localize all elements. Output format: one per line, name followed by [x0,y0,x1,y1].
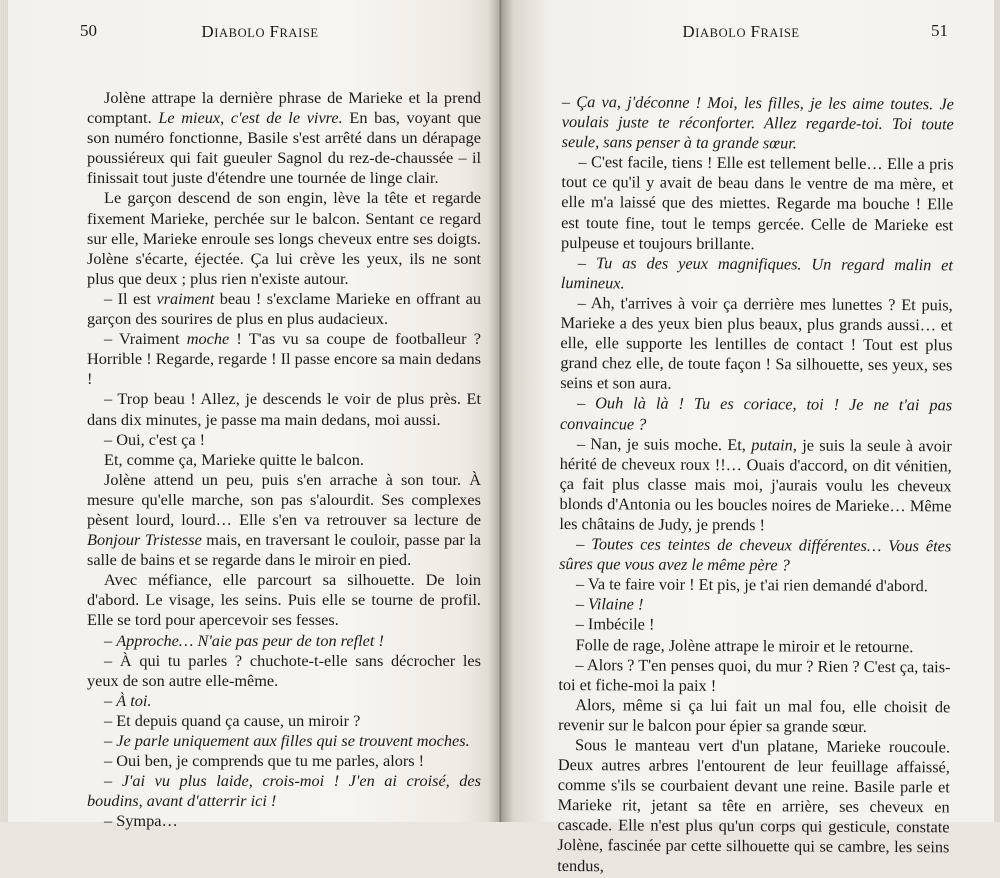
text-run: – Alors ? T'en penses quoi, du mur ? Rien ? C'est ça, tais-toi et fiche-moi la paix ! [558,654,951,695]
text-run: Le garçon descend de son engin, lève la tête et regarde fixement Marieke, perchée sur le balcon. Sentant ce regard sur elle, Marieke enroule ses longs cheveux entre ses doigts. Jolène s'écarte, éjectée. Ça lui crève les yeux, ils ne sont plus que deux ; plus rien n'existe autour. [87,188,481,288]
text-run: – Imbécile ! [575,614,655,635]
paragraph [561,253,953,296]
italic-text: Le mieux, c'est de le vivre. [158,108,343,128]
right-page-body [557,92,954,878]
text-run: Avec méfiance, elle parcourt sa silhouette. De loin d'abord. Le visage, les seins. Puis elle se tourne de profil. Elle se tord pour apercevoir ses fesses. [87,570,481,630]
paragraph [559,574,951,596]
italic-text: Ça va, j'déconne ! Moi, les filles, je les aime toutes. Je voulais juste te réconforter. Allez regarde-toi. Toi toute seule, sans penser à ta grande sœur. [561,92,954,153]
running-head-right [500,22,1000,42]
text-run: Et, comme ça, Marieke quitte le balcon. [104,449,364,469]
paragraph [87,771,481,811]
paragraph [87,751,481,771]
paragraph [560,293,953,396]
running-head-right-text: DIABOLO FRAISE [682,22,800,41]
italic-text: Vilaine ! [588,594,644,614]
text-run: – Il est [104,288,157,308]
left-page-body [87,88,481,831]
text-run: – C'est facile, tiens ! Elle est tellement belle… Elle a pris tout ce qu'il y avait de beau dans le ventre de ma mère, et elle m'a laissé que des miettes. Regarde ma bouche ! Elle est toute fine, tout le temps gercée. Celle de Marieke est pulpeuse et toujours brillante. [561,152,954,253]
text-run: Alors, même si ça lui fait un mal fou, elle choisit de revenir sur le balcon pour épier sa grande sœur. [558,694,951,736]
paragraph [87,470,481,570]
text-run: – Sympa… [104,811,178,831]
paragraph [87,450,481,470]
paragraph [559,635,951,657]
paragraph [87,711,481,731]
paragraph [559,434,952,537]
page-edge-left [0,0,8,822]
italic-text: putain [751,434,793,455]
paragraph [87,691,481,711]
italic-text: vraiment [156,288,215,308]
text-run: – [577,252,597,272]
italic-text: Approche… N'aie pas peur de ton reflet ! [116,630,384,650]
paragraph [87,430,481,450]
page-edge-right [994,0,1000,822]
right-page [500,0,1000,875]
book-gutter [488,0,512,822]
paragraph [87,329,481,389]
page-number-left: 50 [80,21,97,40]
text-run: – Ah, t'arrives à voir ça derrière mes lunettes ? Et puis, Marieke a des yeux bien plus beaux, plus grands aussi… et elle, elle supporte les lentilles de contact ! Tout est plus grand chez elle, de toute façon ! Sa silhouette, ses yeux, ses seins et son aura. [560,293,953,393]
text-run: – [561,92,577,112]
italic-text: Toutes ces teintes de cheveux différentes… Vous êtes sûres que vous avez le même père ? [559,534,952,575]
paragraph [558,695,950,738]
paragraph [87,651,481,691]
italic-text: À toi. [116,690,152,710]
paragraph [562,92,954,155]
running-head-left [0,22,510,42]
italic-text: moche [186,329,230,349]
left-page [0,0,500,831]
text-run: – Va te faire voir ! Et pis, je t'ai rien demandé d'abord. [575,574,928,596]
text-run: – [104,630,117,650]
paragraph [87,389,481,429]
text-run: – Trop beau ! Allez, je descends le voir de plus près. Et dans dix minutes, je passe ma main dedans, moi aussi. [87,389,481,429]
text-run: – [577,393,596,413]
italic-text: J'ai vu plus laide, crois-moi ! J'en ai croisé, des boudins, avant d'atterrir ici ! [87,771,481,811]
text-run: – [104,731,117,750]
text-run: beau ! s'exclame Marieke en offrant au garçon des sourires de plus en plus audacieux. [87,288,481,329]
paragraph [561,152,954,255]
paragraph [557,735,950,878]
text-run: – À qui tu parles ? chuchote-t-elle sans décrocher les yeux de son autre elle-même. [87,650,481,690]
paragraph [559,594,951,616]
page-number-right: 51 [931,21,948,40]
italic-text: Bonjour Tristesse [87,530,202,550]
paragraph [87,289,481,329]
text-run: – [104,771,122,791]
text-run: mais, en traversant le couloir, passe par la salle de bains et se regarde dans le miroir en pied. [87,530,482,570]
running-head-left-text: DIABOLO FRAISE [201,22,319,41]
paragraph [87,631,481,651]
text-run: – Oui ben, je comprends que tu me parles, alors ! [104,751,425,771]
italic-text: Ouh là là ! Tu es coriace, toi ! Je ne t'ai pas convaincue ? [559,393,953,434]
text-run: En bas, voyant que son numéro fonctionne, Basile s'est arrêté dans un dérapage poussiéreux qui fait gueuler Sagnol du rez-de-chaussée – il finissait tout juste d'étendre une tournée de linge clair. [87,108,481,188]
italic-text: Tu as des yeux magnifiques. Un regard malin et lumineux. [560,252,954,293]
text-run: – Vraiment [104,329,187,349]
paragraph [560,393,952,436]
paragraph [87,188,481,288]
paragraph [558,655,950,698]
text-run: – [575,594,589,614]
text-run: Jolène attrape la dernière phrase de Marieke et la prend comptant. [87,88,481,128]
paragraph [87,88,481,188]
italic-text: Je parle uniquement aux filles qui se trouvent moches. [116,731,470,750]
paragraph [559,534,951,577]
text-run: , je suis la seule à avoir hérité de cheveux roux !!… Ouais d'accord, on dit vénitien, ça fait plus classe mais moi, j'aurais voulu les cheveux blonds d'Antonia ou les boucles noires de Marieke… Même les châtains de Judy, je prends ! [559,435,952,535]
text-run: – Nan, je suis moche. Et, [576,433,752,454]
text-run: Jolène attend un peu, puis s'en arrache à son tour. À mesure qu'elle marche, son pas s'alourdit. Ses complexes pèsent lourd, lourd… Elle s'en va retrouver sa lecture de [87,469,481,529]
text-run: Folle de rage, Jolène attrape le miroir et le retourne. [575,634,914,656]
text-run: – [576,534,592,554]
text-run: – Oui, c'est ça ! [104,429,206,449]
paragraph [559,614,951,636]
text-run: – [104,690,117,710]
text-run: – Et depuis quand ça cause, un miroir ? [104,710,361,730]
text-run: Sous le manteau vert d'un platane, Marieke roucoule. Deux autres arbres l'entourent de leur feuillage affaissé, comme s'ils se courbaient devant une reine. Basile parle et Marieke rit, jetant sa tête en arrière, ses cheveux en cascade. Elle n'est plus qu'un corps qui gesticule, constate Jolène, fascinée par cette silhouette qui se cambre, les seins tendus, [557,735,951,875]
text-run: ! T'as vu sa coupe de footballeur ? Horrible ! Regarde, regarde ! Il passe encore sa main dedans ! [87,329,481,389]
paragraph [87,811,481,831]
paragraph [87,570,481,630]
paragraph [87,731,481,751]
